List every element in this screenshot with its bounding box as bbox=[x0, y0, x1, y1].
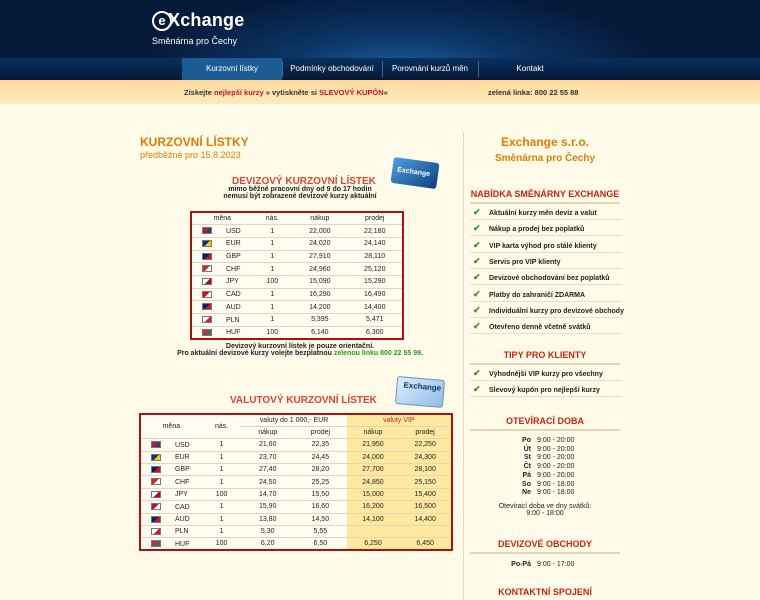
sell-cell: 22,180 bbox=[348, 225, 403, 238]
col-mena: měna bbox=[191, 212, 253, 225]
currency-cell bbox=[140, 513, 202, 525]
table-row bbox=[140, 476, 452, 488]
vip-buy-cell: 14,100 bbox=[347, 513, 400, 525]
flag-pln-icon bbox=[202, 316, 212, 323]
hours-time: 9:00 - 20:00 bbox=[537, 437, 575, 444]
logo-subtitle: Směnárna pro Čechy bbox=[152, 36, 238, 46]
offer-item-label: Aktuální kurzy měn deviz a valut bbox=[489, 210, 597, 217]
hours-day: Pá bbox=[522, 471, 531, 479]
currency-code: EUR bbox=[174, 454, 190, 462]
deviz-hours bbox=[498, 561, 608, 568]
check-icon: ✔ bbox=[473, 239, 481, 250]
table-row bbox=[140, 526, 452, 538]
check-icon: ✔ bbox=[473, 304, 481, 315]
offer-item-label: Platby do zahraničí ZDARMA bbox=[489, 291, 586, 299]
buy-cell: 16,290 bbox=[292, 288, 347, 301]
currency-code: AUD bbox=[225, 303, 241, 311]
card-label: Exchange bbox=[403, 380, 442, 393]
table-row bbox=[140, 513, 452, 525]
check-icon: ✔ bbox=[473, 255, 481, 266]
currency-cell bbox=[191, 275, 253, 288]
holiday-time: 9:00 - 18:00 bbox=[526, 510, 564, 517]
currency-code: JPY bbox=[225, 278, 239, 286]
flag-chf-icon bbox=[151, 478, 161, 485]
flag-huf-icon bbox=[151, 540, 161, 547]
currency-code: CAD bbox=[174, 503, 190, 511]
valutovy-title: VALUTOVÝ KURZOVNÍ LÍSTEK bbox=[230, 395, 377, 406]
unit-cell: 1 bbox=[202, 526, 242, 538]
tip-item[interactable] bbox=[470, 381, 622, 397]
green-line-link[interactable]: zelenou linku 800 22 55 99 bbox=[333, 350, 421, 357]
logo-e-icon: e bbox=[152, 11, 172, 31]
hours-day: Út bbox=[523, 445, 531, 453]
hotline: zelená linka: 800 22 55 88 bbox=[488, 88, 579, 97]
sell-cell: 28,20 bbox=[294, 464, 347, 476]
page-date: předběžné pro 15.8.2023 bbox=[140, 150, 241, 160]
hours-title: OTEVÍRACÍ DOBA bbox=[470, 416, 620, 431]
buy-cell: 23,70 bbox=[241, 451, 294, 463]
sell-cell: 25,120 bbox=[348, 263, 403, 276]
hours-day: St bbox=[524, 454, 531, 462]
sell-cell: 16,490 bbox=[348, 288, 403, 301]
flag-jpy-icon bbox=[151, 491, 161, 498]
currency-cell bbox=[191, 225, 253, 238]
unit-cell: 1 bbox=[253, 314, 293, 327]
exchange-card-image bbox=[390, 157, 439, 189]
flag-pln-icon bbox=[151, 528, 161, 535]
unit-cell: 100 bbox=[202, 538, 242, 550]
vip-sell-cell: 14,400 bbox=[399, 513, 452, 525]
currency-code: PLN bbox=[174, 528, 189, 536]
note-line-2: nemusí být zobrazené devizové kurzy aktuální bbox=[223, 193, 377, 200]
unit-cell: 100 bbox=[202, 488, 242, 500]
sell-cell: 16,60 bbox=[294, 501, 347, 513]
promo-highlight: nejlepší kurzy bbox=[214, 88, 264, 97]
col-mena: měna bbox=[140, 414, 202, 439]
flag-cad-icon bbox=[202, 291, 212, 298]
col-prodej: prodej bbox=[348, 212, 403, 225]
sell-cell: 5,471 bbox=[348, 314, 403, 327]
check-icon: ✔ bbox=[473, 223, 481, 234]
devizovy-note bbox=[200, 186, 400, 200]
flag-huf-icon bbox=[202, 329, 212, 336]
currency-code: AUD bbox=[174, 515, 190, 523]
currency-code: GBP bbox=[174, 466, 190, 474]
vip-sell-cell: 24,300 bbox=[399, 451, 452, 463]
flag-jpy-icon bbox=[202, 278, 212, 285]
offer-title: NABÍDKA SMĚNÁRNY EXCHANGE bbox=[470, 189, 620, 204]
currency-cell bbox=[140, 476, 202, 488]
table-row bbox=[140, 488, 452, 500]
sell-cell: 24,45 bbox=[294, 451, 347, 463]
tip-item[interactable] bbox=[470, 365, 622, 381]
currency-code: HUF bbox=[225, 328, 241, 336]
flag-usd-icon bbox=[202, 227, 212, 234]
hours-day: So bbox=[522, 480, 531, 488]
buy-cell: 24,020 bbox=[292, 237, 347, 250]
vip-sell-cell: 22,250 bbox=[399, 439, 452, 451]
hours-row bbox=[498, 481, 608, 488]
table-row bbox=[140, 451, 452, 463]
devizovy-title: DEVIZOVÝ KURZOVNÍ LÍSTEK bbox=[232, 176, 376, 187]
site-header bbox=[0, 0, 760, 60]
devizovy-table bbox=[190, 211, 404, 340]
buy-cell: 13,80 bbox=[241, 513, 294, 525]
vip-buy-cell: 15,000 bbox=[347, 488, 400, 500]
sidebar-company: Exchange s.r.o. bbox=[500, 135, 590, 149]
deviz-days: Po-Pá bbox=[511, 561, 531, 568]
sell-cell: 22,35 bbox=[294, 439, 347, 451]
buy-cell: 14,70 bbox=[241, 488, 294, 500]
sidebar-divider bbox=[463, 132, 464, 600]
currency-code: USD bbox=[174, 441, 190, 449]
currency-code: USD bbox=[225, 227, 241, 235]
vip-sell-cell: 25,150 bbox=[399, 476, 452, 488]
buy-cell: 15,090 bbox=[292, 275, 347, 288]
check-icon: ✔ bbox=[473, 321, 481, 332]
sell-cell: 24,140 bbox=[348, 237, 403, 250]
vip-sell-cell bbox=[399, 526, 452, 538]
flag-aud-icon bbox=[151, 516, 161, 523]
offer-item-label: Servis pro VIP klienty bbox=[489, 258, 561, 266]
currency-cell bbox=[140, 526, 202, 538]
offer-item[interactable] bbox=[470, 302, 622, 318]
sell-cell: 6,50 bbox=[294, 538, 347, 550]
currency-cell bbox=[191, 263, 253, 276]
sell-cell: 28,110 bbox=[348, 250, 403, 263]
vip-buy-cell bbox=[347, 526, 400, 538]
deviz-time: 9:00 - 17:00 bbox=[537, 561, 575, 568]
flag-eur-icon bbox=[202, 240, 212, 247]
sell-cell: 14,400 bbox=[348, 301, 403, 314]
offer-item[interactable] bbox=[470, 318, 622, 334]
currency-cell bbox=[191, 237, 253, 250]
offer-item[interactable] bbox=[470, 237, 622, 253]
exchange-card-image bbox=[395, 376, 445, 408]
nav-podminky[interactable]: Podmínky obchodování bbox=[290, 64, 374, 73]
disclaimer-line-2: Pro aktuální devizové kurzy volejte bezplatnou bbox=[177, 350, 334, 357]
buy-cell: 6,140 bbox=[292, 326, 347, 339]
buy-cell: 27,910 bbox=[292, 250, 347, 263]
col-vip-nakup: nákup bbox=[347, 426, 400, 438]
flag-gbp-icon bbox=[202, 253, 212, 260]
check-icon: ✔ bbox=[473, 368, 481, 378]
nav-porovnani[interactable]: Porovnání kurzů měn bbox=[391, 64, 469, 73]
currency-cell bbox=[191, 326, 253, 339]
flag-usd-icon bbox=[151, 441, 161, 448]
flag-eur-icon bbox=[151, 454, 161, 461]
currency-cell bbox=[140, 488, 202, 500]
currency-code: JPY bbox=[174, 491, 188, 499]
currency-code: HUF bbox=[174, 540, 190, 548]
unit-cell: 1 bbox=[202, 451, 242, 463]
hours-time: 9:00 - 20:00 bbox=[537, 445, 575, 453]
vip-sell-cell: 16,500 bbox=[399, 501, 452, 513]
tips-title: TIPY PRO KLIENTY bbox=[470, 350, 620, 365]
vip-buy-cell: 24,000 bbox=[347, 451, 400, 463]
offer-item[interactable] bbox=[470, 220, 622, 236]
nav-kurzovni-listky[interactable]: Kurzovní lístky bbox=[182, 58, 282, 80]
vip-buy-cell: 21,950 bbox=[347, 439, 400, 451]
unit-cell: 1 bbox=[253, 301, 293, 314]
currency-code: EUR bbox=[225, 240, 241, 248]
currency-cell bbox=[191, 288, 253, 301]
table-row bbox=[191, 301, 403, 314]
offer-item[interactable] bbox=[470, 286, 622, 302]
buy-cell: 5,395 bbox=[292, 314, 347, 327]
table-row bbox=[140, 464, 452, 476]
offer-item[interactable] bbox=[470, 253, 622, 269]
buy-cell: 24,50 bbox=[241, 476, 294, 488]
offer-item-label: Nákup a prodej bez poplatků bbox=[489, 226, 585, 234]
col-prodej: prodej bbox=[294, 426, 347, 438]
flag-chf-icon bbox=[202, 265, 212, 272]
currency-cell bbox=[191, 250, 253, 263]
tip-item-label: Slevový kupón pro nejlepší kurzy bbox=[489, 387, 600, 395]
hours-time: 9:00 - 18:00 bbox=[537, 489, 575, 497]
sell-cell: 6,300 bbox=[348, 326, 403, 339]
buy-cell: 6,20 bbox=[241, 538, 294, 550]
sell-cell: 25,25 bbox=[294, 476, 347, 488]
currency-code: PLN bbox=[225, 316, 240, 324]
check-icon: ✔ bbox=[473, 272, 481, 283]
offer-item-label: VIP karta výhod pro stálé klienty bbox=[489, 242, 597, 250]
flag-gbp-icon bbox=[151, 466, 161, 473]
flag-cad-icon bbox=[151, 503, 161, 510]
hours-row bbox=[498, 489, 608, 496]
note-line-1: mimo běžné pracovní dny od 9 do 17 hodin bbox=[228, 186, 372, 193]
page-title: KURZOVNÍ LÍSTKY bbox=[140, 135, 249, 149]
buy-cell: 15,90 bbox=[241, 501, 294, 513]
buy-cell: 5,30 bbox=[241, 526, 294, 538]
offer-item[interactable] bbox=[470, 269, 622, 285]
hours-day: Ne bbox=[522, 489, 531, 497]
unit-cell: 100 bbox=[253, 326, 293, 339]
col-nas: nás. bbox=[253, 212, 293, 225]
sell-cell: 14,50 bbox=[294, 513, 347, 525]
currency-code: CHF bbox=[225, 265, 241, 273]
sidebar-company-sub: Směnárna pro Čechy bbox=[494, 153, 596, 164]
disclaimer-line-1: Devizový kurzovní lístek je pouze orientační. bbox=[225, 343, 375, 350]
sell-cell: 5,55 bbox=[294, 526, 347, 538]
logo-word: Xchange bbox=[168, 10, 245, 30]
col-vip-prodej: prodej bbox=[399, 426, 452, 438]
table-row bbox=[191, 225, 403, 238]
hours-row bbox=[498, 446, 608, 453]
currency-cell bbox=[140, 538, 202, 550]
offer-item-label: Devizové obchodování bez poplatků bbox=[489, 275, 610, 283]
hours-time: 9:00 - 20:00 bbox=[537, 454, 575, 462]
devizovy-disclaimer bbox=[170, 343, 430, 357]
col-group-standard: valuty do 1 000,- EUR bbox=[241, 414, 346, 426]
unit-cell: 1 bbox=[253, 250, 293, 263]
table-row bbox=[140, 538, 452, 550]
hours-row bbox=[498, 463, 608, 470]
promo-text[interactable] bbox=[184, 88, 388, 97]
vip-buy-cell: 27,700 bbox=[347, 464, 400, 476]
currency-cell bbox=[140, 501, 202, 513]
vip-sell-cell: 28,100 bbox=[399, 464, 452, 476]
table-header-row bbox=[191, 212, 403, 225]
table-row bbox=[191, 263, 403, 276]
hours-day: Čt bbox=[523, 463, 531, 471]
unit-cell: 1 bbox=[253, 225, 293, 238]
unit-cell: 1 bbox=[202, 476, 242, 488]
currency-cell bbox=[191, 301, 253, 314]
offer-item-label: Otevřeno denně včetně svátků bbox=[489, 324, 591, 332]
table-row bbox=[191, 250, 403, 263]
vip-buy-cell: 6,250 bbox=[347, 538, 400, 550]
currency-code: CAD bbox=[225, 291, 241, 299]
card-label: Exchange bbox=[396, 166, 431, 179]
table-row bbox=[191, 326, 403, 339]
sell-cell: 15,50 bbox=[294, 488, 347, 500]
hours-time: 9:00 - 20:00 bbox=[537, 463, 575, 471]
hours-row bbox=[498, 472, 608, 479]
unit-cell: 1 bbox=[253, 288, 293, 301]
offer-item-label: Individuální kurzy pro devizové obchody bbox=[489, 307, 624, 315]
disclaimer-end: . bbox=[420, 350, 423, 357]
col-nakup: nákup bbox=[241, 426, 294, 438]
hours-day: Po bbox=[522, 437, 531, 444]
currency-cell bbox=[140, 439, 202, 451]
unit-cell: 1 bbox=[253, 263, 293, 276]
currency-cell bbox=[140, 464, 202, 476]
deviz-title: DEVIZOVÉ OBCHODY bbox=[470, 539, 620, 554]
nav-kontakt[interactable]: Kontakt bbox=[516, 64, 544, 73]
logo[interactable] bbox=[152, 8, 245, 48]
buy-cell: 24,960 bbox=[292, 263, 347, 276]
vip-buy-cell: 16,200 bbox=[347, 501, 400, 513]
vip-sell-cell: 6,450 bbox=[399, 538, 452, 550]
buy-cell: 27,40 bbox=[241, 464, 294, 476]
sell-cell: 15,290 bbox=[348, 275, 403, 288]
currency-code: GBP bbox=[225, 253, 241, 261]
unit-cell: 1 bbox=[202, 464, 242, 476]
table-row bbox=[191, 288, 403, 301]
check-icon: ✔ bbox=[473, 288, 481, 299]
flag-aud-icon bbox=[202, 303, 212, 310]
buy-cell: 22,000 bbox=[292, 225, 347, 238]
buy-cell: 21,60 bbox=[241, 439, 294, 451]
promo-prefix: Získejte bbox=[184, 88, 215, 97]
holiday-hours bbox=[470, 503, 620, 517]
currency-code: CHF bbox=[174, 478, 190, 486]
unit-cell: 100 bbox=[253, 275, 293, 288]
vip-buy-cell: 24,850 bbox=[347, 476, 400, 488]
buy-cell: 14,200 bbox=[292, 301, 347, 314]
unit-cell: 1 bbox=[253, 237, 293, 250]
holiday-label: Otevírací doba ve dny svátků: bbox=[498, 503, 592, 510]
table-row bbox=[191, 275, 403, 288]
promo-coupon-link[interactable]: SLEVOVÝ KUPÓN bbox=[319, 88, 384, 97]
hours-row bbox=[498, 437, 608, 444]
col-group-vip: valuty VIP bbox=[347, 414, 452, 426]
check-icon: ✔ bbox=[473, 384, 481, 395]
offer-item[interactable] bbox=[470, 204, 622, 220]
table-row bbox=[191, 314, 403, 327]
check-icon: ✔ bbox=[473, 207, 481, 217]
hours-time: 9:00 - 18:00 bbox=[537, 480, 575, 488]
unit-cell: 1 bbox=[202, 439, 242, 451]
currency-cell bbox=[140, 451, 202, 463]
col-nakup: nákup bbox=[292, 212, 347, 225]
unit-cell: 1 bbox=[202, 501, 242, 513]
hours-time: 9:00 - 20:00 bbox=[537, 471, 575, 479]
table-row bbox=[191, 237, 403, 250]
col-nas: nás. bbox=[202, 414, 242, 439]
promo-mid: » vytiskněte si bbox=[263, 88, 320, 97]
contact-title: KONTAKTNÍ SPOJENÍ bbox=[498, 587, 592, 597]
tip-item-label: Výhodnější VIP kurzy pro všechny bbox=[489, 371, 603, 378]
hours-row bbox=[498, 454, 608, 461]
currency-cell bbox=[191, 314, 253, 327]
table-header-row bbox=[140, 414, 452, 426]
vip-sell-cell: 15,400 bbox=[399, 488, 452, 500]
table-row bbox=[140, 439, 452, 451]
valutovy-table bbox=[139, 413, 453, 551]
promo-suffix: « bbox=[383, 88, 388, 97]
table-row bbox=[140, 501, 452, 513]
unit-cell: 1 bbox=[202, 513, 242, 525]
